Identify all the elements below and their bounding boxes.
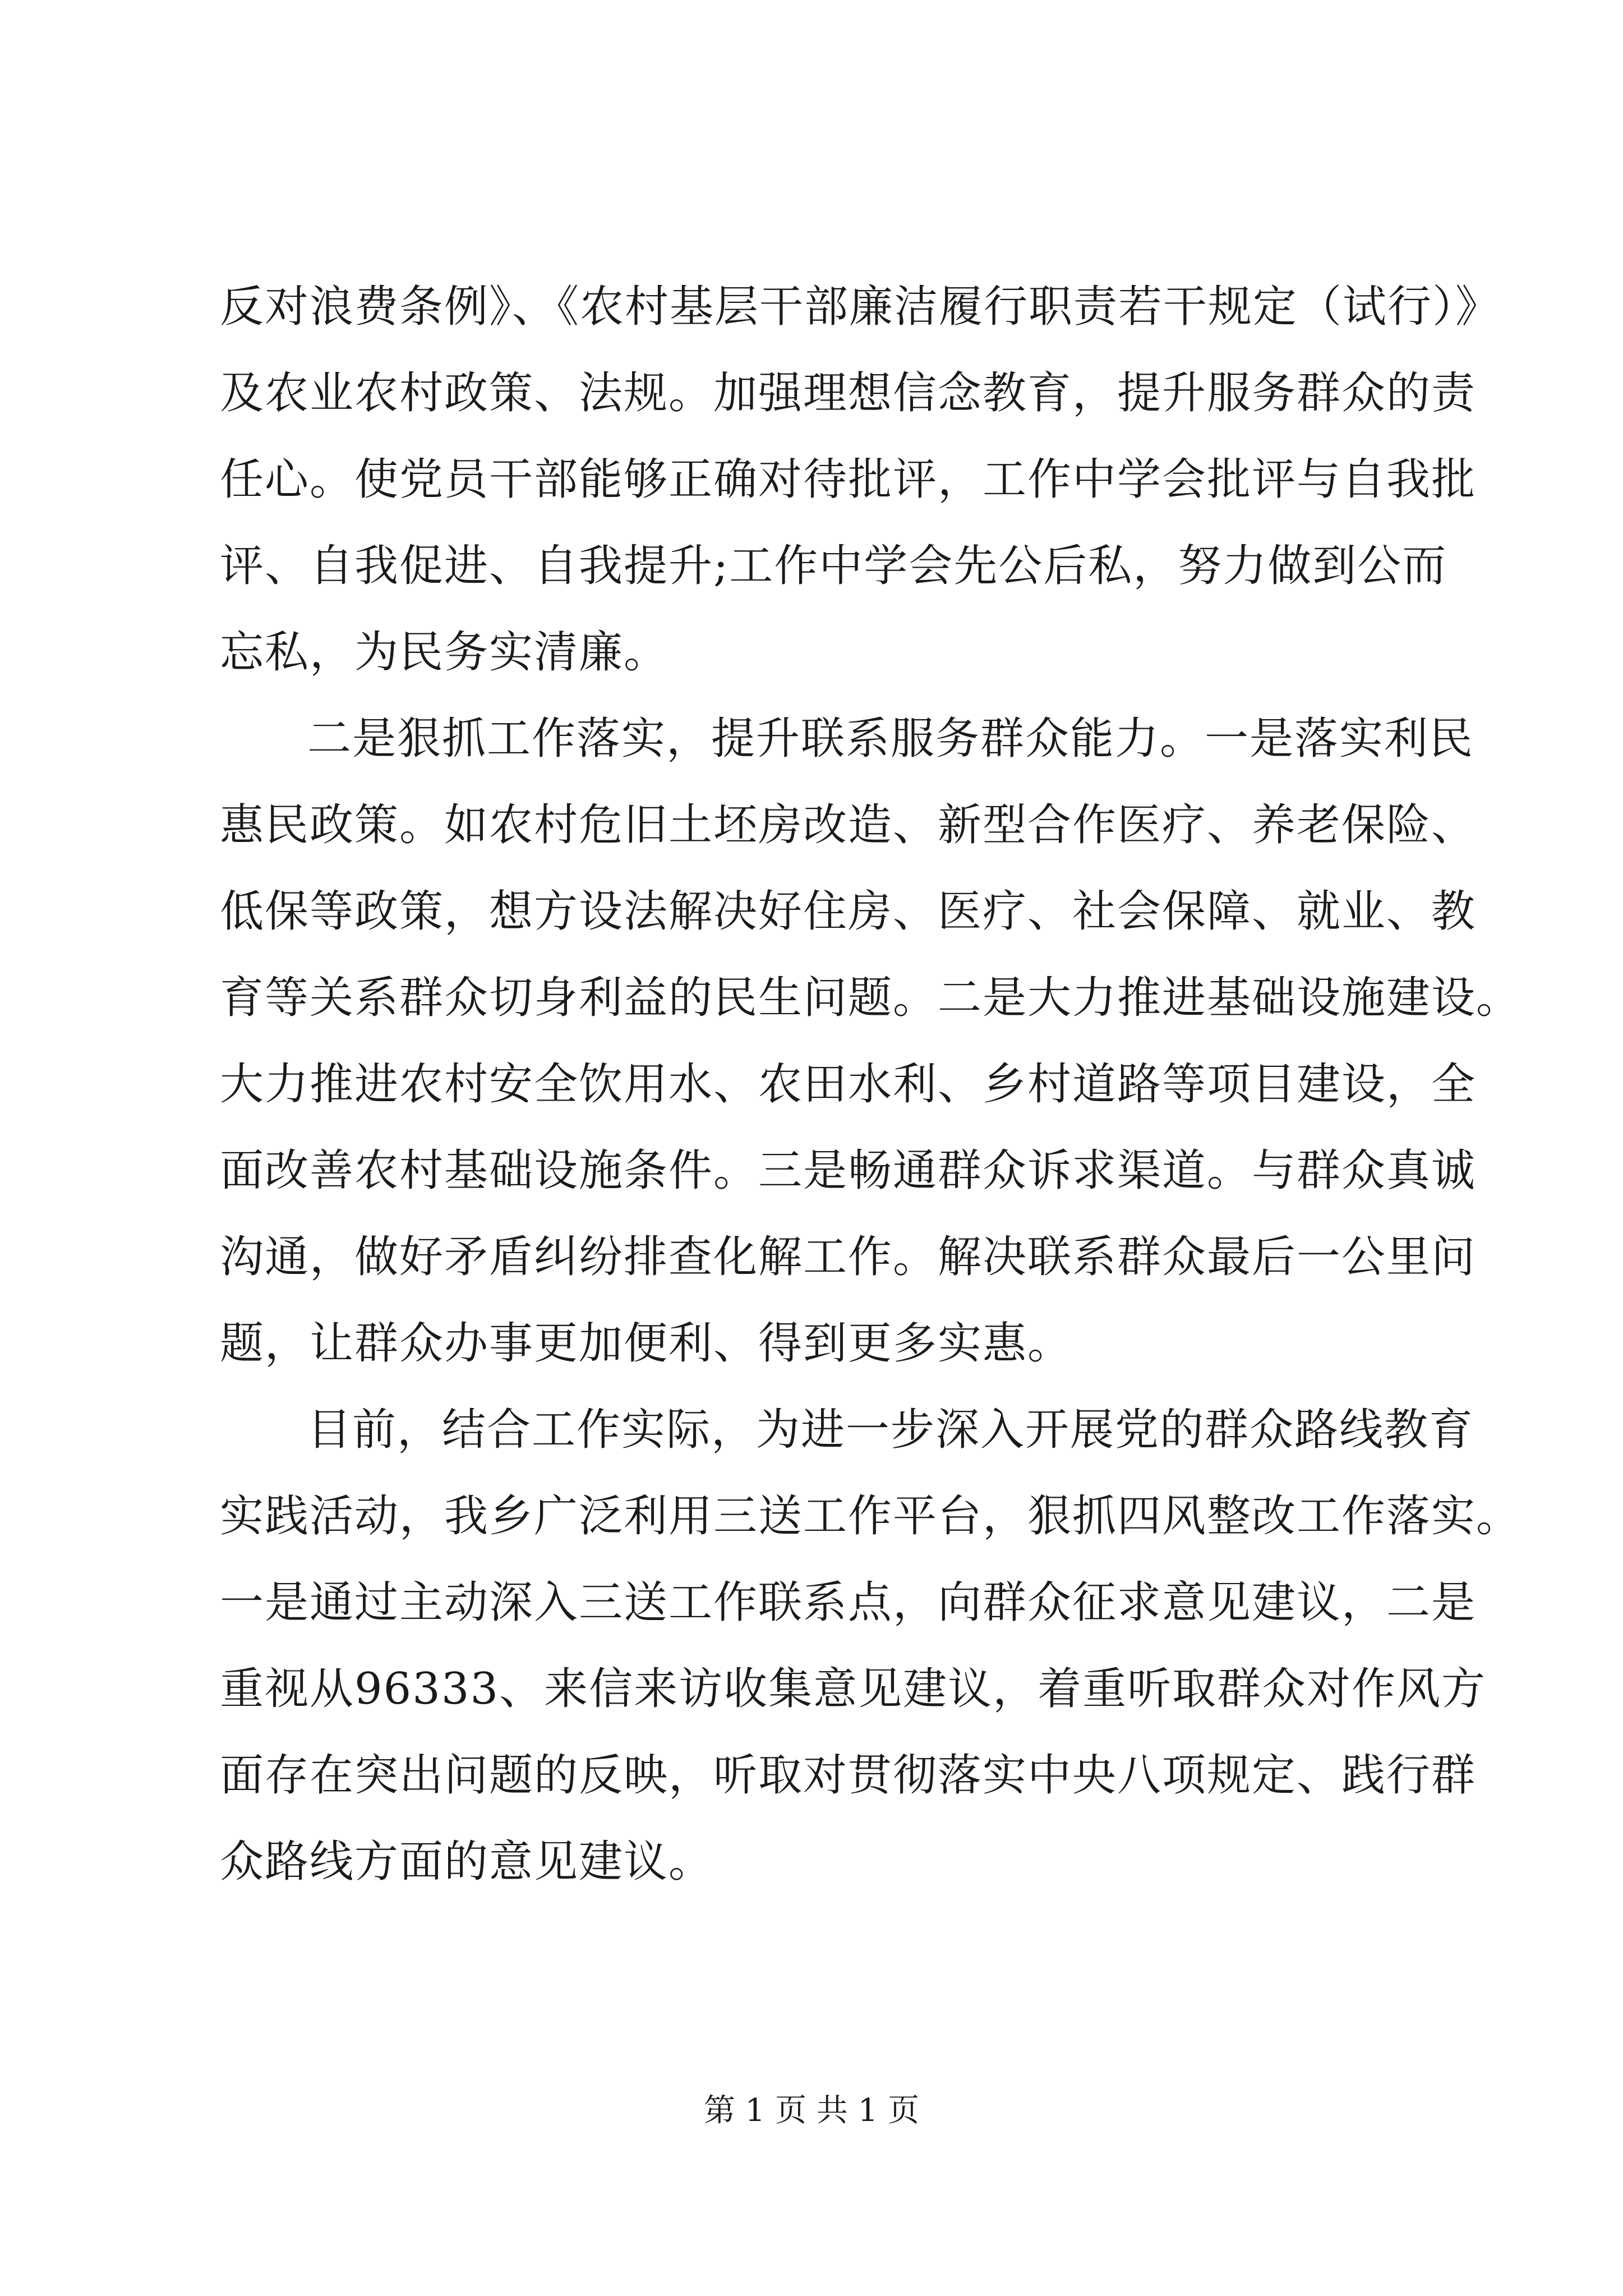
text-line: 大力推进农村安全饮用水、农田水利、乡村道路等项目建设，全 (220, 1059, 1477, 1110)
text-line: 沟通，做好矛盾纠纷排查化解工作。解决联系群众最后一公里问 (220, 1232, 1477, 1282)
paragraph-2 (220, 696, 1521, 1387)
text-line: 面存在突出问题的反映，听取对贯彻落实中央八项规定、践行群 (220, 1750, 1477, 1801)
text-line: 题，让群众办事更加便利、得到更多实惠。 (220, 1318, 1073, 1369)
paragraph-1 (220, 264, 1501, 696)
paragraph-3 (220, 1387, 1521, 1905)
text-line: 重视从96333、来信来访收集意见建议，着重听取群众对作风方 (220, 1664, 1487, 1714)
text-line: 低保等政策，想方设法解决好住房、医疗、社会保障、就业、教 (220, 886, 1477, 937)
page-number-footer: 第 1 页 共 1 页 (703, 2092, 920, 2129)
text-line: 反对浪费条例》、《农村基层干部廉洁履行职责若干规定（试行）》 (220, 282, 1501, 332)
text-line: 评、自我促进、自我提升;工作中学会先公后私，努力做到公而 (220, 541, 1447, 591)
text-line: 目前，结合工作实际，为进一步深入开展党的群众路线教育 (307, 1405, 1474, 1455)
text-line: 实践活动，我乡广泛利用三送工作平台，狠抓四风整改工作落实。 (220, 1491, 1521, 1542)
text-line: 二是狠抓工作落实，提升联系服务群众能力。一是落实利民 (307, 714, 1474, 764)
text-line: 育等关系群众切身利益的民生问题。二是大力推进基础设施建设。 (220, 973, 1521, 1023)
text-line: 及农业农村政策、法规。加强理想信念教育，提升服务群众的责 (220, 368, 1477, 418)
text-line: 一是通过主动深入三送工作联系点，向群众征求意见建议，二是 (220, 1577, 1477, 1628)
text-line: 面改善农村基础设施条件。三是畅通群众诉求渠道。与群众真诚 (220, 1145, 1477, 1196)
document-body (220, 264, 1521, 1905)
text-line: 众路线方面的意见建议。 (220, 1837, 714, 1887)
text-line: 忘私，为民务实清廉。 (220, 627, 669, 678)
text-line: 任心。使党员干部能够正确对待批评，工作中学会批评与自我批 (220, 454, 1477, 505)
text-line: 惠民政策。如农村危旧土坯房改造、新型合作医疗、养老保险、 (220, 800, 1477, 850)
